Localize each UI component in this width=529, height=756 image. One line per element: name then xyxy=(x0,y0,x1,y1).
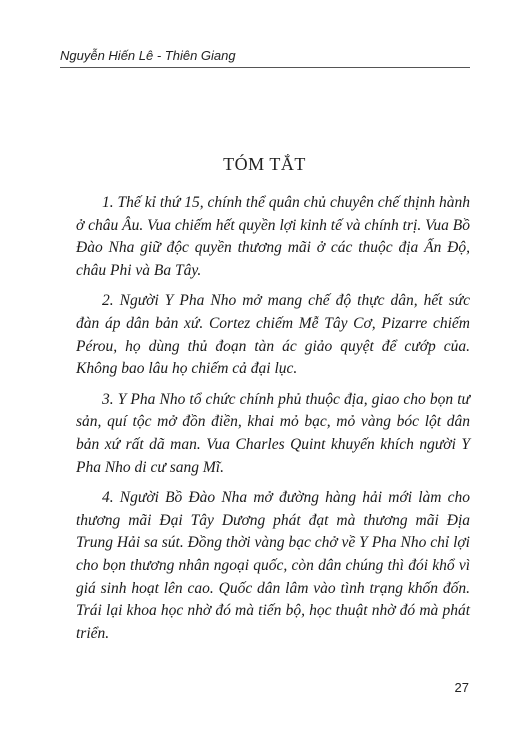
header-rule xyxy=(60,67,470,68)
summary-paragraph-2: 2. Người Y Pha Nho mở mang chế độ thực dân, hết sức đàn áp dân bản xứ. Cortez chiếm Mễ Tây Cơ, Pizarre chiếm Pérou, họ dùng thủ đoạn tàn ác giảo quyệt để cướp của. Không bao lâu họ chiếm cả đại lục. xyxy=(76,292,470,378)
page-number: 27 xyxy=(454,680,469,695)
summary-paragraph-3: 3. Y Pha Nho tổ chức chính phủ thuộc địa, giao cho bọn tư sản, quí tộc mở đồn điền, khai mỏ bạc, mỏ vàng bóc lột dân bản xứ rất dã man. Vua Charles Quint khuyến khích người Y Pha Nho di cư sang Mĩ. xyxy=(76,390,470,476)
summary-body xyxy=(76,192,470,653)
running-header: Nguyễn Hiến Lê - Thiên Giang xyxy=(60,48,236,63)
summary-paragraph-4: 4. Người Bồ Đào Nha mở đường hàng hải mới làm cho thương mãi Đại Tây Dương phát đạt mà thương mãi Địa Trung Hải sa sút. Đồng thời vàng bạc chở về Y Pha Nho chỉ lợi cho bọn thương nhân ngoại quốc, còn dân chúng thì đói khổ vì giá sinh hoạt lên cao. Quốc dân lâm vào tình trạng khốn đốn. Trái lại khoa học nhờ đó mà tiến bộ, học thuật nhờ đó mà phát triển. xyxy=(76,489,470,642)
summary-paragraph-1: 1. Thế kỉ thứ 15, chính thể quân chủ chuyên chế thịnh hành ở châu Âu. Vua chiếm hết quyền lợi kinh tế và chính trị. Vua Bồ Đào Nha giữ độc quyền thương mãi ở các thuộc địa Ấn Độ, châu Phi và Ba Tây. xyxy=(76,194,470,279)
section-title: TÓM TẮT xyxy=(223,154,306,174)
